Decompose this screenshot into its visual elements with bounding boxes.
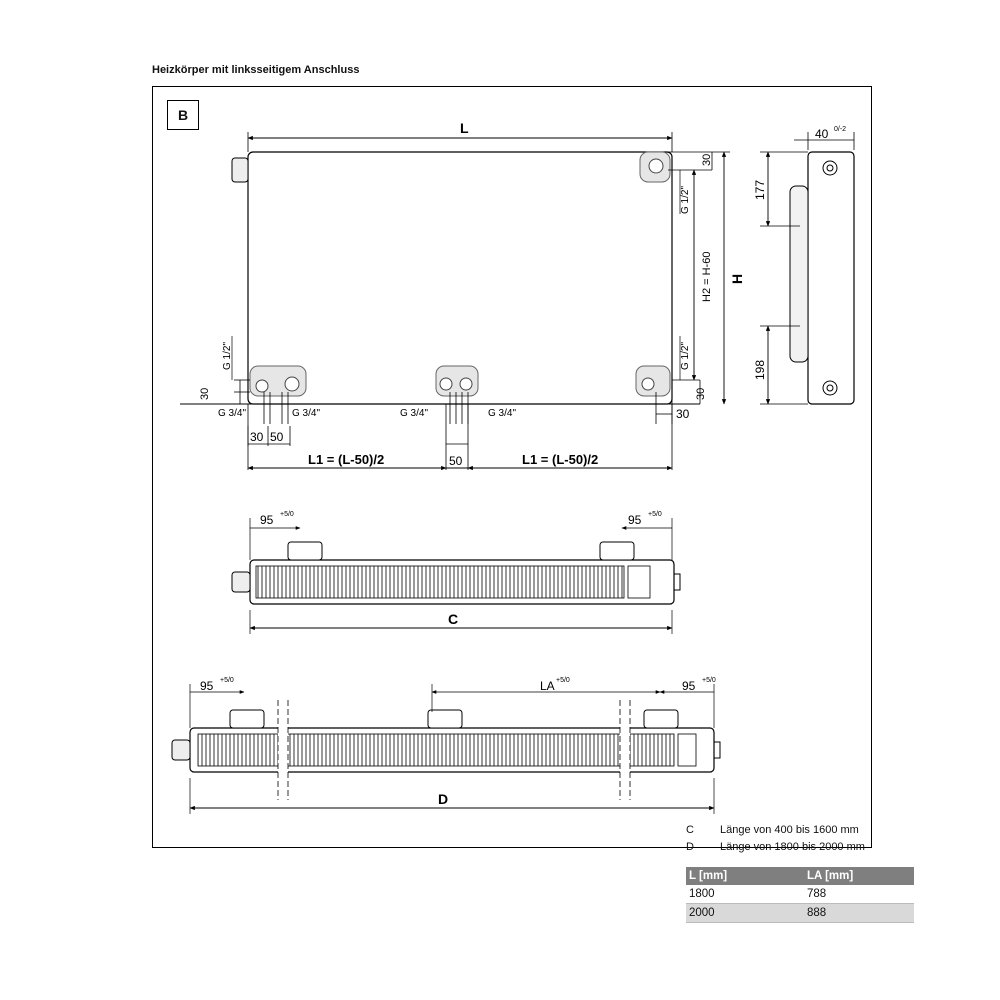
bracket-center-d (428, 710, 462, 728)
legend-text: Länge von 400 bis 1600 mm (720, 824, 859, 836)
table-cell: 1800 (686, 885, 804, 904)
thread-label: G 1/2" (680, 185, 691, 214)
table-row (686, 885, 914, 904)
height-label: H (729, 273, 745, 284)
radiator-side-body (808, 152, 854, 404)
dim-30-left: 30 (199, 387, 211, 400)
panel-label: B (167, 100, 199, 130)
length-table (686, 867, 914, 923)
thread-label: G 3/4" (218, 408, 247, 419)
column-header-l: L [mm] (686, 867, 804, 885)
offset-left-c: 95 (260, 513, 274, 527)
table-header-row (686, 867, 914, 885)
offset-right-d: 95 (682, 679, 696, 693)
dim-30-spacing: 30 (250, 430, 264, 444)
length-d: D (438, 791, 449, 807)
table-cell: 788 (804, 885, 914, 904)
dim-198: 198 (753, 359, 767, 380)
legend-key: D (686, 841, 694, 853)
offset-tol-right-c: +5/0 (648, 511, 662, 518)
dim-30-top: 30 (701, 153, 713, 166)
dim-50-spacing: 50 (270, 430, 284, 444)
table-cell: 2000 (686, 904, 804, 923)
front-view (180, 132, 730, 470)
thread-label: G 1/2" (222, 341, 233, 370)
offset-right-c: 95 (628, 513, 642, 527)
l1-right-label: L1 = (L-50)/2 (522, 452, 599, 467)
dim-30-bottom-right: 30 (676, 407, 690, 421)
page-title: Heizkörper mit linksseitigem Anschluss (152, 64, 360, 76)
bracket-right-d (644, 710, 678, 728)
legend-text: Länge von 1800 bis 2000 mm (720, 841, 865, 853)
column-header-la: LA [mm] (804, 867, 914, 885)
dim-30-right: 30 (695, 387, 707, 400)
table-cell: 888 (804, 904, 914, 923)
dim-177: 177 (753, 179, 767, 200)
offset-left-d: 95 (200, 679, 214, 693)
bracket-left-d (230, 710, 264, 728)
bracket-left-c (288, 542, 322, 560)
depth-tolerance: 0/-2 (834, 126, 847, 133)
thread-label: G 3/4" (400, 408, 429, 419)
length-label: L (460, 120, 469, 136)
length-c: C (448, 611, 459, 627)
side-view (760, 132, 854, 404)
thread-label: G 1/2" (680, 341, 691, 370)
offset-tol-left-d: +5/0 (220, 677, 234, 684)
la-label: LA (540, 679, 555, 693)
bracket-right-c (600, 542, 634, 560)
thread-label: G 3/4" (292, 408, 321, 419)
offset-tol-left-c: +5/0 (280, 511, 294, 518)
thread-label: G 3/4" (488, 408, 517, 419)
depth-label: 40 (815, 127, 829, 141)
table-row (686, 904, 914, 923)
legend-key: C (686, 824, 694, 836)
h2-label: H2 = H-60 (701, 251, 713, 302)
offset-tol-right-d: +5/0 (702, 677, 716, 684)
l1-left-label: L1 = (L-50)/2 (308, 452, 385, 467)
dim-50-center: 50 (449, 454, 463, 468)
la-tolerance: +5/0 (556, 677, 570, 684)
side-connector (232, 158, 248, 182)
wall-bracket (790, 186, 808, 362)
